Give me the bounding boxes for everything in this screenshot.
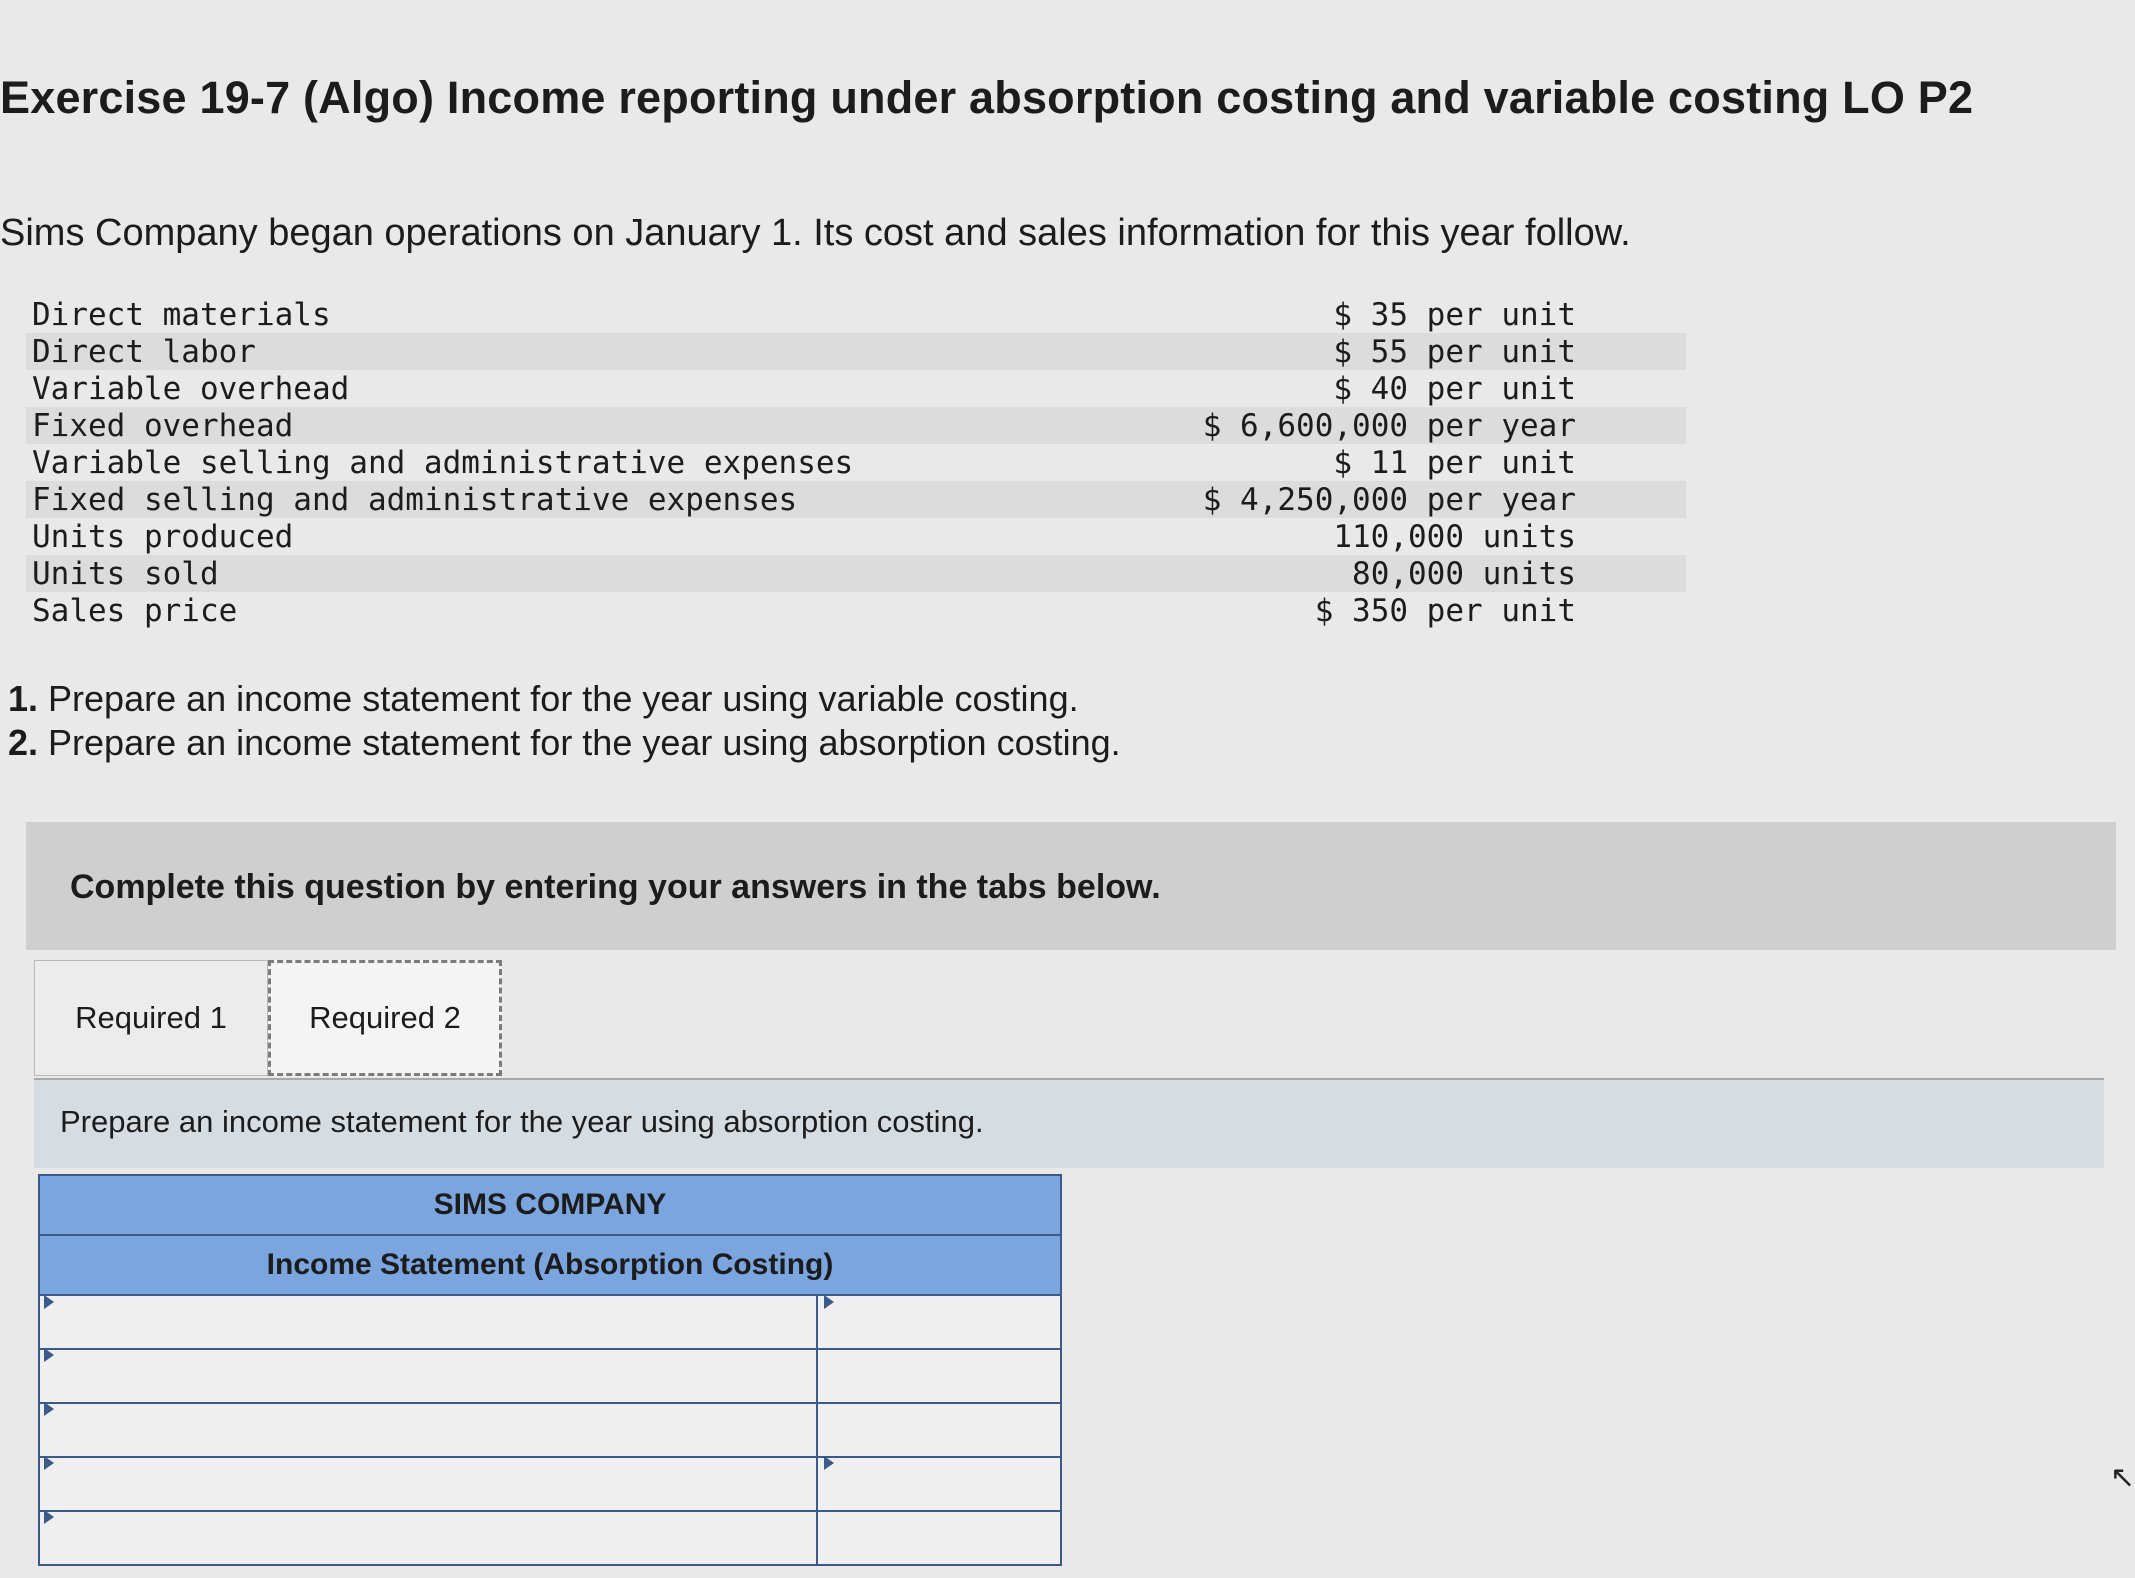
table-row: [39, 1295, 1061, 1349]
cost-value: $ 6,600,000 per year: [1072, 407, 1686, 444]
line-item-label-input[interactable]: [40, 1460, 816, 1508]
table-row: [39, 1457, 1061, 1511]
instruction-text: Prepare an income statement for the year using variable costing.: [38, 678, 1079, 719]
cost-label: Direct materials: [32, 296, 331, 333]
line-item-amount-input[interactable]: [818, 1298, 1060, 1346]
exercise-title: Exercise 19-7 (Algo) Income reporting under absorption costing and variable costing LO P2: [0, 72, 1974, 123]
dropdown-marker-icon: [44, 1402, 54, 1416]
instruction-list: [8, 678, 1121, 766]
table-row: [26, 407, 1686, 444]
line-item-label-input[interactable]: [40, 1406, 816, 1454]
line-item-label-input[interactable]: [40, 1514, 816, 1562]
cost-label: Units sold: [26, 555, 1072, 592]
table-row: [26, 333, 1686, 370]
tab-required-2[interactable]: Required 2: [268, 960, 502, 1076]
dropdown-marker-icon: [44, 1348, 54, 1362]
cost-value: 80,000 units: [1072, 555, 1686, 592]
line-item-amount-input[interactable]: [818, 1406, 1060, 1454]
table-row: [26, 518, 1686, 555]
cost-info-table: [26, 296, 1686, 629]
problem-intro: Sims Company began operations on January 1. Its cost and sales information for this year follow.: [0, 212, 1631, 254]
instruction-item: [8, 722, 1121, 766]
dropdown-marker-icon: [824, 1295, 834, 1309]
statement-company-name: SIMS COMPANY: [39, 1175, 1061, 1235]
instruction-number: 2.: [8, 722, 39, 763]
dropdown-marker-icon: [44, 1295, 54, 1309]
cost-label: Variable selling and administrative expenses: [32, 444, 854, 481]
table-row: [26, 370, 1686, 407]
required-tabs: [34, 960, 502, 1078]
line-item-amount-input[interactable]: [818, 1514, 1060, 1562]
table-row: [39, 1403, 1061, 1457]
table-row: [26, 592, 1686, 629]
line-item-label-input[interactable]: [40, 1352, 816, 1400]
table-row: [39, 1349, 1061, 1403]
line-item-label-input[interactable]: [40, 1298, 816, 1346]
cost-value: 110,000 units: [1333, 518, 1576, 555]
cost-value: $ 40 per unit: [1333, 370, 1576, 407]
dropdown-marker-icon: [44, 1456, 54, 1470]
income-statement-table: [38, 1174, 1062, 1566]
cost-value: $ 35 per unit: [1333, 296, 1576, 333]
tab-instruction-bar: [34, 1078, 2104, 1168]
table-row: [26, 481, 1686, 518]
instruction-text: Prepare an income statement for the year using absorption costing.: [38, 722, 1121, 763]
tab-required-1[interactable]: Required 1: [34, 960, 268, 1076]
table-row: [26, 555, 1686, 592]
answer-banner: [26, 822, 2116, 950]
cost-label: Units produced: [32, 518, 294, 555]
banner-text: Complete this question by entering your answers in the tabs below.: [70, 868, 1161, 906]
cost-value: $ 350 per unit: [1314, 592, 1576, 629]
cost-label: Variable overhead: [32, 370, 350, 407]
instruction-item: [8, 678, 1121, 722]
cost-value: $ 55 per unit: [1072, 333, 1686, 370]
instruction-number: 1.: [8, 678, 39, 719]
statement-title: Income Statement (Absorption Costing): [39, 1235, 1061, 1295]
cost-label: Fixed overhead: [26, 407, 1072, 444]
dropdown-marker-icon: [44, 1510, 54, 1524]
line-item-amount-input[interactable]: [818, 1460, 1060, 1508]
cost-value: $ 4,250,000 per year: [1072, 481, 1686, 518]
cost-value: $ 11 per unit: [1333, 444, 1576, 481]
tab-instruction-text: Prepare an income statement for the year using absorption costing.: [60, 1104, 984, 1139]
cost-label: Fixed selling and administrative expenses: [26, 481, 1072, 518]
line-item-amount-input[interactable]: [818, 1352, 1060, 1400]
table-row: [26, 444, 1686, 481]
table-row: [26, 296, 1686, 333]
mouse-cursor-icon: ↖: [2110, 1461, 2135, 1494]
cost-label: Sales price: [32, 592, 238, 629]
table-row: [39, 1511, 1061, 1565]
dropdown-marker-icon: [824, 1456, 834, 1470]
cost-label: Direct labor: [26, 333, 1072, 370]
